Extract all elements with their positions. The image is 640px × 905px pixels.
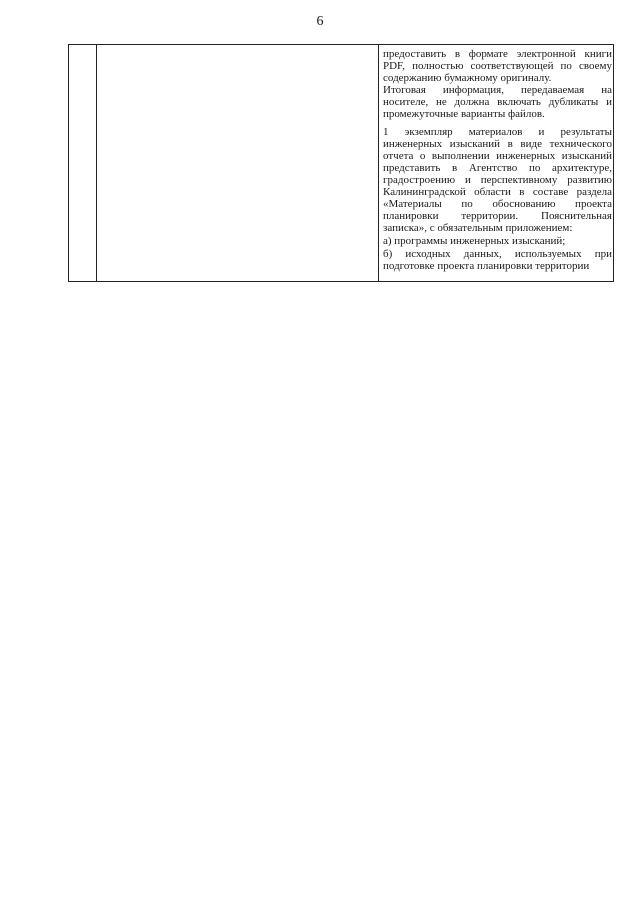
requirement-paragraph-final-info: Итоговая информация, передаваемая на носителе, не должна включать дубликаты и промежуточные варианты файлов. [383,84,612,120]
table-cell-title [97,45,379,281]
requirement-paragraph-report: 1 экземпляр материалов и результаты инженерных изысканий в виде технического отчета о выполнении инженерных изысканий представить в Агентство по архитектуре, градостроению и перспективному развитию Калининградской области в составе раздела «Материалы по обоснованию проекта планировки территории. Пояснительная записка», с обязательным приложением: [383,126,612,234]
requirement-item-b: б) исходных данных, используемых при подготовке проекта планировки территории [383,248,612,272]
page-number: 6 [316,14,324,29]
requirement-item-a: а) программы инженерных изысканий; [383,235,566,247]
table-cell-requirements [379,45,615,281]
table-cell-number [69,45,97,281]
requirements-table [68,44,614,282]
requirement-paragraph-pdf: предоставить в формате электронной книги PDF, полностью соответствующей по своему содержанию бумажному оригиналу. [383,48,612,84]
